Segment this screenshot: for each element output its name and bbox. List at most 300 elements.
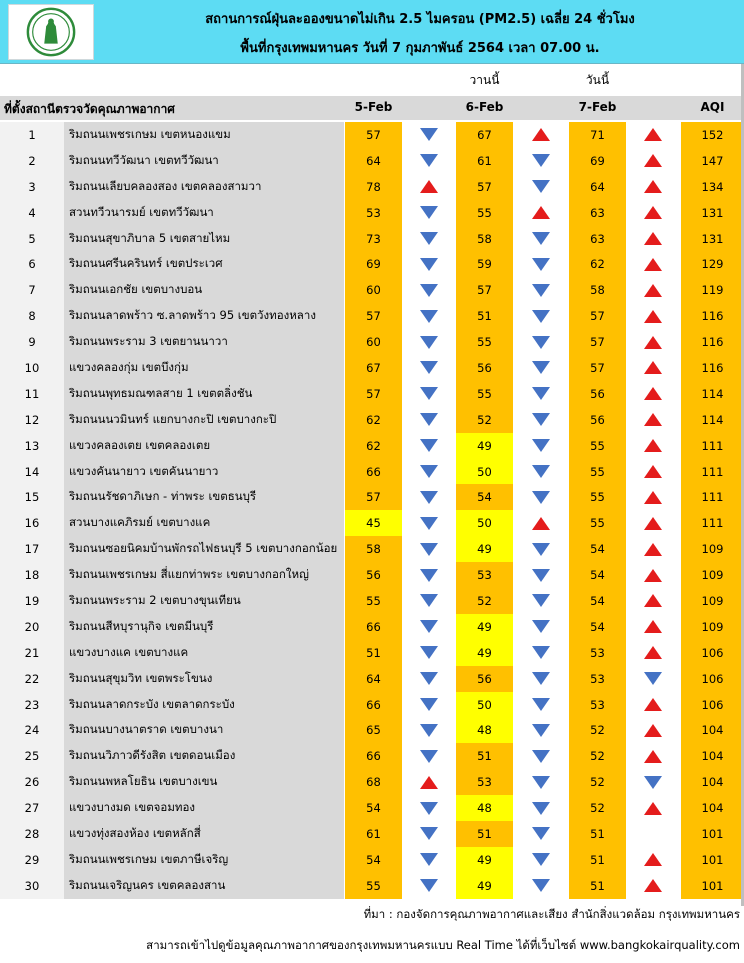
station-name: แขวงบางแค เขตบางแค: [64, 640, 344, 666]
arrow-down-icon: [420, 258, 438, 271]
arrow-down-icon: [420, 620, 438, 633]
trend-5feb-down-icon: [402, 407, 456, 433]
trend-5feb-down-icon: [402, 484, 456, 510]
pm25-7feb: 54: [569, 614, 626, 640]
pm25-7feb: 53: [569, 666, 626, 692]
trend-7feb-up-icon: [626, 407, 680, 433]
trend-7feb-up-icon: [626, 433, 680, 459]
trend-7feb-up-icon: [626, 588, 680, 614]
pm25-6feb: 56: [456, 666, 513, 692]
arrow-down-icon: [532, 258, 550, 271]
trend-6feb-down-icon: [513, 355, 569, 381]
pm25-7feb: 55: [569, 459, 626, 485]
arrow-up-icon: [644, 258, 662, 271]
pm25-5feb: 57: [345, 122, 402, 148]
trend-7feb-up-icon: [626, 717, 680, 743]
arrow-up-icon: [644, 724, 662, 737]
arrow-up-icon: [644, 361, 662, 374]
pm25-7feb: 53: [569, 692, 626, 718]
pm25-5feb: 61: [345, 821, 402, 847]
arrow-down-icon: [420, 232, 438, 245]
aqi-value: 111: [681, 484, 744, 510]
station-name: ริมถนนสีหบุรานุกิจ เขตมีนบุรี: [64, 614, 344, 640]
station-name: ริมถนนพระราม 3 เขตยานนาวา: [64, 329, 344, 355]
pm25-5feb: 69: [345, 251, 402, 277]
aqi-value: 116: [681, 303, 744, 329]
row-number: 19: [0, 588, 64, 614]
trend-7feb-up-icon: [626, 614, 680, 640]
pm25-5feb: 53: [345, 200, 402, 226]
table-row: [0, 795, 744, 821]
table-row: [0, 329, 744, 355]
trend-5feb-down-icon: [402, 355, 456, 381]
pm25-7feb: 57: [569, 355, 626, 381]
row-number: 5: [0, 226, 64, 252]
aqi-value: 116: [681, 355, 744, 381]
trend-6feb-down-icon: [513, 614, 569, 640]
pm25-7feb: 56: [569, 407, 626, 433]
trend-7feb-up-icon: [626, 251, 680, 277]
trend-7feb-up-icon: [626, 355, 680, 381]
pm25-5feb: 55: [345, 873, 402, 899]
arrow-down-icon: [644, 776, 662, 789]
trend-5feb-down-icon: [402, 562, 456, 588]
table-row: [0, 614, 744, 640]
trend-5feb-down-icon: [402, 122, 456, 148]
trend-6feb-down-icon: [513, 692, 569, 718]
trend-7feb-up-icon: [626, 743, 680, 769]
arrow-down-icon: [420, 750, 438, 763]
report-header: [0, 0, 744, 64]
pm25-5feb: 68: [345, 769, 402, 795]
trend-6feb-down-icon: [513, 795, 569, 821]
arrow-down-icon: [532, 853, 550, 866]
station-name: ริมถนนเพชรเกษม เขตหนองแขม: [64, 122, 344, 148]
arrow-down-icon: [420, 413, 438, 426]
pm25-7feb: 51: [569, 847, 626, 873]
row-number: 27: [0, 795, 64, 821]
arrow-up-icon: [532, 517, 550, 530]
station-name: แขวงคลองกุ่ม เขตบึงกุ่ม: [64, 355, 344, 381]
pm25-6feb: 49: [456, 433, 513, 459]
table-row: [0, 122, 744, 148]
trend-6feb-down-icon: [513, 407, 569, 433]
aqi-value: 114: [681, 407, 744, 433]
trend-6feb-down-icon: [513, 743, 569, 769]
arrow-up-icon: [644, 543, 662, 556]
table-row: [0, 640, 744, 666]
aqi-value: 131: [681, 226, 744, 252]
arrow-down-icon: [420, 594, 438, 607]
pm25-6feb: 55: [456, 329, 513, 355]
pm25-6feb: 48: [456, 795, 513, 821]
row-number: 2: [0, 148, 64, 174]
pm25-5feb: 58: [345, 536, 402, 562]
arrow-down-icon: [420, 465, 438, 478]
trend-6feb-down-icon: [513, 226, 569, 252]
pm25-6feb: 52: [456, 588, 513, 614]
trend-5feb-up-icon: [402, 174, 456, 200]
arrow-down-icon: [532, 310, 550, 323]
arrow-down-icon: [420, 491, 438, 504]
bangkok-seal-icon: [8, 4, 94, 60]
table-row: [0, 562, 744, 588]
row-number: 24: [0, 717, 64, 743]
arrow-up-icon: [644, 594, 662, 607]
trend-6feb-down-icon: [513, 588, 569, 614]
table-row: [0, 226, 744, 252]
table-row: [0, 148, 744, 174]
aqi-value: 106: [681, 666, 744, 692]
trend-5feb-down-icon: [402, 795, 456, 821]
pm25-5feb: 73: [345, 226, 402, 252]
arrow-up-icon: [644, 620, 662, 633]
arrow-down-icon: [532, 879, 550, 892]
report-title: สถานการณ์ฝุ่นละอองขนาดไม่เกิน 2.5 ไมครอน (PM2.5) เฉลี่ย 24 ชั่วโมง: [205, 12, 635, 27]
pm25-7feb: 55: [569, 433, 626, 459]
trend-7feb-up-icon: [626, 536, 680, 562]
table-row: [0, 459, 744, 485]
pm25-7feb: 69: [569, 148, 626, 174]
pm25-7feb: 58: [569, 277, 626, 303]
date1-column-header: 5-Feb: [354, 100, 393, 114]
table-row: [0, 433, 744, 459]
trend-7feb-up-icon: [626, 847, 680, 873]
pm25-5feb: 64: [345, 666, 402, 692]
station-name: ริมถนนเลียบคลองสอง เขตคลองสามวา: [64, 174, 344, 200]
arrow-down-icon: [532, 232, 550, 245]
row-number: 10: [0, 355, 64, 381]
arrow-down-icon: [420, 853, 438, 866]
trend-7feb-up-icon: [626, 122, 680, 148]
trend-6feb-down-icon: [513, 251, 569, 277]
trend-6feb-up-icon: [513, 122, 569, 148]
trend-7feb-up-icon: [626, 459, 680, 485]
trend-6feb-down-icon: [513, 847, 569, 873]
aqi-value: 111: [681, 510, 744, 536]
row-number: 21: [0, 640, 64, 666]
pm25-7feb: 56: [569, 381, 626, 407]
aqi-value: 134: [681, 174, 744, 200]
row-number: 20: [0, 614, 64, 640]
aqi-value: 109: [681, 562, 744, 588]
pm25-5feb: 56: [345, 562, 402, 588]
pm25-7feb: 52: [569, 717, 626, 743]
table-row: [0, 484, 744, 510]
trend-7feb-up-icon: [626, 484, 680, 510]
arrow-up-icon: [644, 750, 662, 763]
trend-7feb-up-icon: [626, 795, 680, 821]
aqi-value: 101: [681, 847, 744, 873]
pm25-5feb: 57: [345, 303, 402, 329]
trend-7feb-up-icon: [626, 510, 680, 536]
table-row: [0, 873, 744, 899]
arrow-up-icon: [644, 465, 662, 478]
arrow-up-icon: [644, 569, 662, 582]
arrow-up-icon: [644, 517, 662, 530]
aqi-column-header: AQI: [700, 100, 725, 114]
pm25-6feb: 52: [456, 407, 513, 433]
website-note: สามารถเข้าไปดูข้อมูลคุณภาพอากาศของกรุงเทพมหานครแบบ Real Time ได้ที่เว็บไซต์ www.bangkokairquality.com: [146, 938, 740, 952]
pm25-7feb: 54: [569, 562, 626, 588]
row-number: 25: [0, 743, 64, 769]
table-row: [0, 769, 744, 795]
pm25-5feb: 54: [345, 795, 402, 821]
row-number: 7: [0, 277, 64, 303]
station-name: ริมถนนวิภาวดีรังสิต เขตดอนเมือง: [64, 743, 344, 769]
report-subtitle: พื้นที่กรุงเทพมหานคร วันที่ 7 กุมภาพันธ์ 2564 เวลา 07.00 น.: [240, 41, 600, 56]
trend-5feb-down-icon: [402, 226, 456, 252]
table-row: [0, 355, 744, 381]
pm25-6feb: 55: [456, 200, 513, 226]
arrow-down-icon: [532, 620, 550, 633]
pm25-6feb: 51: [456, 303, 513, 329]
aqi-value: 131: [681, 200, 744, 226]
pm25-7feb: 52: [569, 795, 626, 821]
trend-7feb-up-icon: [626, 277, 680, 303]
station-name: แขวงทุ่งสองห้อง เขตหลักสี่: [64, 821, 344, 847]
trend-5feb-down-icon: [402, 717, 456, 743]
arrow-down-icon: [532, 154, 550, 167]
source-note: ที่มา : กองจัดการคุณภาพอากาศและเสียง สำนักสิ่งแวดล้อม กรุงเทพมหานคร: [363, 907, 740, 921]
arrow-down-icon: [420, 361, 438, 374]
row-number: 6: [0, 251, 64, 277]
trend-6feb-down-icon: [513, 562, 569, 588]
trend-6feb-down-icon: [513, 174, 569, 200]
arrow-down-icon: [420, 310, 438, 323]
arrow-up-icon: [532, 206, 550, 219]
aqi-value: 111: [681, 433, 744, 459]
trend-5feb-down-icon: [402, 251, 456, 277]
arrow-up-icon: [644, 879, 662, 892]
station-column-header: ที่ตั้งสถานีตรวจวัดคุณภาพอากาศ: [4, 102, 175, 116]
trend-6feb-down-icon: [513, 666, 569, 692]
trend-7feb-up-icon: [626, 562, 680, 588]
date2-column-header: 6-Feb: [465, 100, 504, 114]
arrow-up-icon: [644, 646, 662, 659]
pm25-7feb: 51: [569, 873, 626, 899]
pm25-7feb: 71: [569, 122, 626, 148]
pm25-5feb: 64: [345, 148, 402, 174]
trend-5feb-down-icon: [402, 666, 456, 692]
trend-7feb-up-icon: [626, 329, 680, 355]
pm25-5feb: 60: [345, 329, 402, 355]
arrow-down-icon: [420, 672, 438, 685]
trend-5feb-down-icon: [402, 148, 456, 174]
arrow-up-icon: [644, 698, 662, 711]
trend-7feb-up-icon: [626, 381, 680, 407]
pm25-5feb: 65: [345, 717, 402, 743]
pm25-5feb: 62: [345, 407, 402, 433]
arrow-down-icon: [420, 879, 438, 892]
row-number: 13: [0, 433, 64, 459]
pm25-7feb: 55: [569, 510, 626, 536]
trend-6feb-down-icon: [513, 640, 569, 666]
row-number: 30: [0, 873, 64, 899]
row-number: 3: [0, 174, 64, 200]
arrow-down-icon: [420, 387, 438, 400]
pm25-5feb: 67: [345, 355, 402, 381]
row-number: 14: [0, 459, 64, 485]
arrow-down-icon: [532, 543, 550, 556]
aqi-value: 104: [681, 717, 744, 743]
pm25-6feb: 51: [456, 821, 513, 847]
arrow-down-icon: [420, 154, 438, 167]
pm25-6feb: 59: [456, 251, 513, 277]
pm25-6feb: 49: [456, 640, 513, 666]
station-name: ริมถนนพุทธมณฑลสาย 1 เขตตลิ่งชัน: [64, 381, 344, 407]
trend-5feb-down-icon: [402, 459, 456, 485]
pm25-6feb: 49: [456, 614, 513, 640]
arrow-up-icon: [644, 128, 662, 141]
station-name: ริมถนนเจริญนคร เขตคลองสาน: [64, 873, 344, 899]
row-number: 4: [0, 200, 64, 226]
table-row: [0, 717, 744, 743]
pm25-6feb: 53: [456, 562, 513, 588]
station-name: ริมถนนนวมินทร์ แยกบางกะปิ เขตบางกะปิ: [64, 407, 344, 433]
arrow-down-icon: [532, 569, 550, 582]
pm25-5feb: 60: [345, 277, 402, 303]
trend-6feb-down-icon: [513, 148, 569, 174]
row-number: 16: [0, 510, 64, 536]
trend-6feb-down-icon: [513, 381, 569, 407]
aqi-value: 109: [681, 614, 744, 640]
aqi-value: 104: [681, 795, 744, 821]
pm25-5feb: 55: [345, 588, 402, 614]
trend-5feb-down-icon: [402, 821, 456, 847]
arrow-down-icon: [420, 802, 438, 815]
trend-5feb-down-icon: [402, 277, 456, 303]
arrow-down-icon: [532, 336, 550, 349]
arrow-up-icon: [644, 491, 662, 504]
table-row: [0, 174, 744, 200]
pm25-5feb: 66: [345, 743, 402, 769]
station-name: ริมถนนลาดกระบัง เขตลาดกระบัง: [64, 692, 344, 718]
pm25-7feb: 54: [569, 536, 626, 562]
pm25-5feb: 62: [345, 433, 402, 459]
pm25-7feb: 63: [569, 226, 626, 252]
today-label: วันนี้: [585, 73, 610, 87]
trend-5feb-down-icon: [402, 510, 456, 536]
pm25-5feb: 66: [345, 459, 402, 485]
arrow-down-icon: [532, 646, 550, 659]
aqi-value: 106: [681, 640, 744, 666]
yesterday-label: วานนี้: [469, 73, 500, 87]
pm25-7feb: 52: [569, 769, 626, 795]
aqi-value: 116: [681, 329, 744, 355]
trend-7feb-up-icon: [626, 200, 680, 226]
arrow-down-icon: [532, 491, 550, 504]
aqi-value: 104: [681, 743, 744, 769]
station-name: แขวงคันนายาว เขตคันนายาว: [64, 459, 344, 485]
trend-5feb-down-icon: [402, 743, 456, 769]
pm25-5feb: 57: [345, 484, 402, 510]
trend-5feb-up-icon: [402, 769, 456, 795]
station-name: ริมถนนเพชรเกษม เขตภาษีเจริญ: [64, 847, 344, 873]
aqi-value: 111: [681, 459, 744, 485]
aqi-value: 106: [681, 692, 744, 718]
arrow-down-icon: [532, 439, 550, 452]
pm25-6feb: 48: [456, 717, 513, 743]
pm25-5feb: 78: [345, 174, 402, 200]
arrow-down-icon: [420, 206, 438, 219]
station-name: ริมถนนศรีนครินทร์ เขตประเวศ: [64, 251, 344, 277]
trend-6feb-down-icon: [513, 459, 569, 485]
trend-6feb-down-icon: [513, 821, 569, 847]
row-number: 18: [0, 562, 64, 588]
pm25-6feb: 49: [456, 873, 513, 899]
table-row: [0, 200, 744, 226]
arrow-down-icon: [420, 724, 438, 737]
arrow-down-icon: [532, 284, 550, 297]
trend-5feb-down-icon: [402, 433, 456, 459]
table-row: [0, 821, 744, 847]
arrow-down-icon: [420, 646, 438, 659]
trend-7feb-up-icon: [626, 303, 680, 329]
table-row: [0, 666, 744, 692]
station-name: สวนบางแคภิรมย์ เขตบางแค: [64, 510, 344, 536]
arrow-down-icon: [532, 594, 550, 607]
table-row: [0, 510, 744, 536]
station-name: ริมถนนเพชรเกษม สี่แยกท่าพระ เขตบางกอกใหญ่: [64, 562, 344, 588]
arrow-up-icon: [644, 439, 662, 452]
table-row: [0, 743, 744, 769]
aqi-value: 101: [681, 873, 744, 899]
pm25-7feb: 57: [569, 303, 626, 329]
arrow-down-icon: [644, 672, 662, 685]
arrow-up-icon: [644, 284, 662, 297]
arrow-up-icon: [644, 154, 662, 167]
trend-7feb-up-icon: [626, 148, 680, 174]
pm25-6feb: 50: [456, 459, 513, 485]
arrow-up-icon: [644, 206, 662, 219]
pm25-6feb: 49: [456, 847, 513, 873]
station-table: [0, 122, 744, 899]
station-name: ริมถนนทวีวัฒนา เขตทวีวัฒนา: [64, 148, 344, 174]
pm25-7feb: 51: [569, 821, 626, 847]
trend-5feb-down-icon: [402, 329, 456, 355]
aqi-value: 109: [681, 536, 744, 562]
arrow-up-icon: [644, 180, 662, 193]
pm25-7feb: 52: [569, 743, 626, 769]
trend-6feb-down-icon: [513, 433, 569, 459]
pm25-6feb: 58: [456, 226, 513, 252]
pm25-6feb: 50: [456, 692, 513, 718]
arrow-down-icon: [420, 827, 438, 840]
row-number: 1: [0, 122, 64, 148]
trend-6feb-down-icon: [513, 329, 569, 355]
pm25-6feb: 57: [456, 174, 513, 200]
table-row: [0, 251, 744, 277]
pm25-5feb: 57: [345, 381, 402, 407]
pm25-6feb: 53: [456, 769, 513, 795]
arrow-up-icon: [644, 310, 662, 323]
trend-7feb-down-icon: [626, 769, 680, 795]
pm25-5feb: 51: [345, 640, 402, 666]
pm25-6feb: 56: [456, 355, 513, 381]
date3-column-header: 7-Feb: [578, 100, 617, 114]
arrow-down-icon: [532, 387, 550, 400]
station-name: ริมถนนพหลโยธิน เขตบางเขน: [64, 769, 344, 795]
arrow-up-icon: [644, 336, 662, 349]
trend-5feb-down-icon: [402, 536, 456, 562]
pm25-5feb: 45: [345, 510, 402, 536]
pm25-6feb: 57: [456, 277, 513, 303]
station-name: ริมถนนลาดพร้าว ซ.ลาดพร้าว 95 เขตวังทองหลาง: [64, 303, 344, 329]
row-number: 11: [0, 381, 64, 407]
arrow-down-icon: [420, 128, 438, 141]
trend-6feb-up-icon: [513, 510, 569, 536]
